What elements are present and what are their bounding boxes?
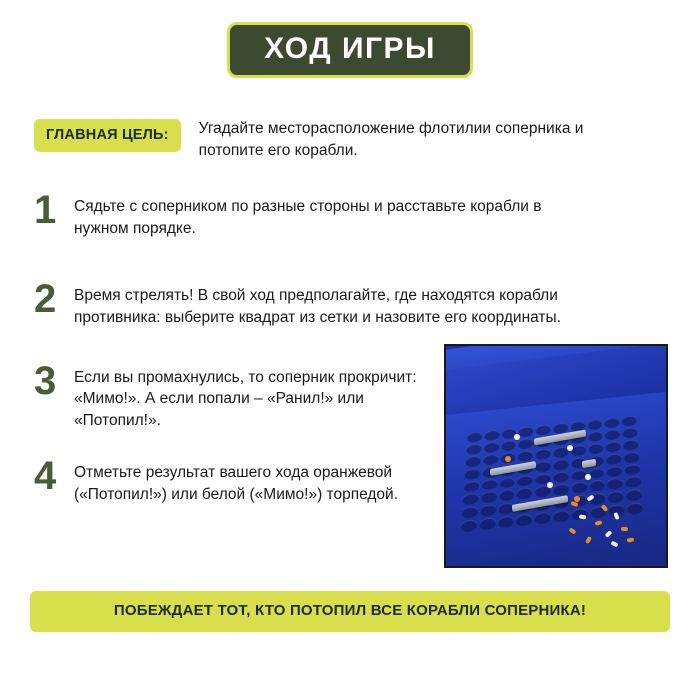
step-text: Если вы промахнулись, то соперник прокричит: «Мимо!». А если попали – «Ранил!» или «Потопил!». [74, 368, 417, 430]
goal-section [34, 118, 666, 162]
title-section [0, 22, 700, 78]
goal-badge-label: ГЛАВНАЯ ЦЕЛЬ: [46, 127, 169, 143]
game-board-photo [444, 344, 668, 568]
step-text: Отметьте результат вашего хода оранжевой («Потопил!») или белой («Мимо!») торпедой. [74, 463, 399, 503]
peg-pile [560, 487, 661, 562]
white-peg [585, 474, 591, 480]
step-number: 1 [34, 188, 57, 232]
footer-text: ПОБЕЖДАЕТ ТОТ, КТО ПОТОПИЛ ВСЕ КОРАБЛИ СОПЕРНИКА! [113, 602, 587, 619]
photo-illustration [446, 346, 666, 566]
list-item [30, 188, 670, 239]
white-peg [567, 445, 573, 451]
step-text: Сядьте с соперником по разные стороны и расставьте корабли в нужном порядке. [74, 198, 542, 237]
goal-text: Угадайте месторасположение флотилии соперника и потопите его корабли. [198, 120, 584, 159]
footer-banner [30, 591, 670, 632]
step-number: 4 [34, 453, 57, 498]
goal-badge [34, 119, 181, 152]
step-text: Время стрелять! В свой ход предполагайте, где находятся корабли противника: выберите квадрат из сетки и назовите его координаты. [74, 287, 561, 327]
title-badge [227, 22, 473, 78]
step-number: 3 [34, 358, 57, 403]
step-number: 2 [34, 277, 57, 322]
list-item [30, 277, 670, 328]
page-title: ХОД ИГРЫ [264, 32, 436, 65]
